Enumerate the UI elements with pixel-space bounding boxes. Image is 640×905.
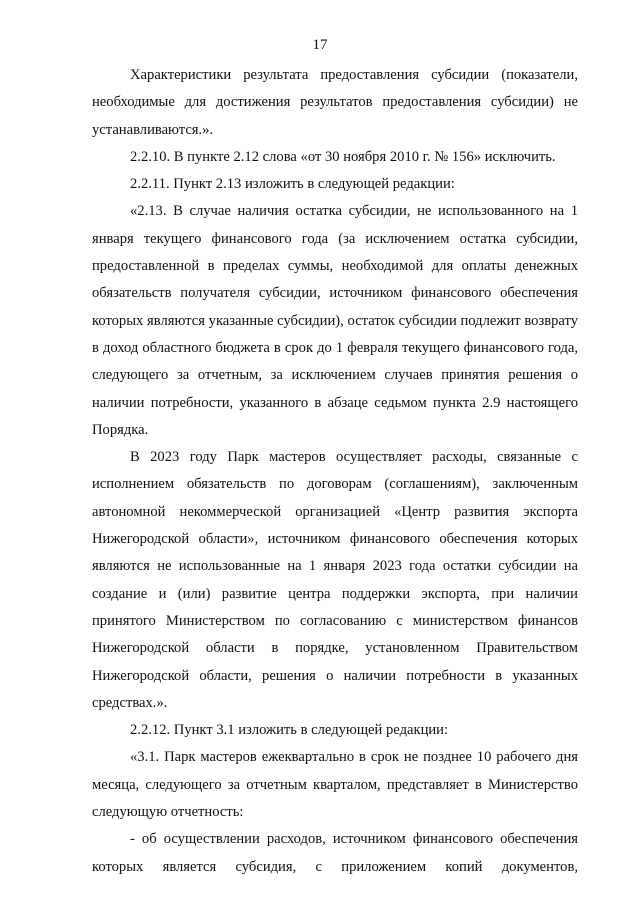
paragraph-result-characteristics: Характеристики результата предоставления субсидии (показатели, необходимые для достижения результатов предоставления субсидии) не устанавливаются.». bbox=[92, 67, 578, 138]
document-body bbox=[92, 62, 578, 881]
paragraph-2-2-10: 2.2.10. В пункте 2.12 слова «от 30 ноября 2010 г. № 156» исключить. bbox=[130, 148, 556, 165]
paragraph-2-2-12: 2.2.12. Пункт 3.1 изложить в следующей редакции: bbox=[130, 722, 449, 739]
paragraph-2-13: «2.13. В случае наличия остатка субсидии, не использованного на 1 января текущего финансового года (за исключением остатка субсидии, предоставленной в пределах суммы, необходимой для оплаты денежных обязательств получателя субсидии, источником финансового обеспечения которых являются указанные субсидии), остаток субсидии подлежит возврату в доход областного бюджета в срок до 1 февраля текущего финансового года, следующего за отчетным, за исключением случаев принятия решения о наличии потребности, указанного в абзаце седьмом пункта 2.9 настоящего Порядка. bbox=[92, 203, 578, 438]
paragraph-expenses-report: - об осуществлении расходов, источником финансового обеспечения которых является субсидия, с приложением копий документов, bbox=[92, 831, 578, 875]
page-number: 17 bbox=[312, 37, 328, 53]
paragraph-2-2-11: 2.2.11. Пункт 2.13 изложить в следующей редакции: bbox=[130, 176, 455, 193]
paragraph-3-1: «3.1. Парк мастеров ежеквартально в срок не позднее 10 рабочего дня месяца, следующего за отчетным кварталом, представляет в Министерство следующую отчетность: bbox=[92, 749, 578, 821]
paragraph-2023-expenses: В 2023 году Парк мастеров осуществляет расходы, связанные с исполнением обязательств по договорам (соглашениям), заключенным автономной некоммерческой организацией «Центр развития экспорта Нижегородской области», источником финансового обеспечения которых являются не использованные на 1 января 2023 года остатки субсидии на создание и (или) развитие центра поддержки экспорта, при наличии принятого Министерством по согласованию с министерством финансов Нижегородской области в порядке, установленном Правительством Нижегородской области, решения о наличии потребности в указанных средствах.». bbox=[92, 449, 578, 711]
